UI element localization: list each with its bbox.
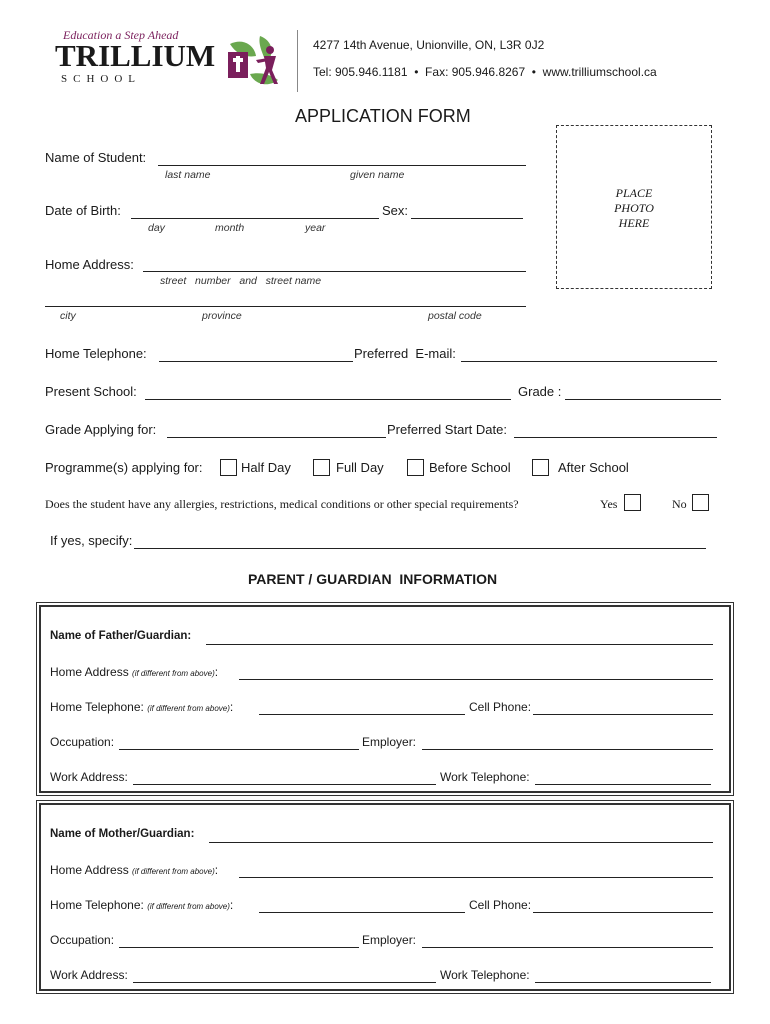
street-hint: street number and street name: [160, 275, 322, 287]
logo-subtitle: SCHOOL: [61, 73, 142, 85]
parent-section-title: PARENT / GUARDIAN INFORMATION: [248, 571, 498, 587]
father-name-input[interactable]: [206, 644, 713, 645]
mother-work-phone-label: Work Telephone:: [440, 968, 530, 982]
school-contact: Tel: 905.946.1181 • Fax: 905.946.8267 • www.trilliumschool.ca: [313, 65, 657, 79]
start-date-input[interactable]: [514, 437, 717, 438]
home-address-input[interactable]: [143, 271, 526, 272]
dob-label: Date of Birth:: [45, 203, 121, 218]
student-name-input[interactable]: [158, 165, 526, 166]
photo-placeholder-text: PLACE PHOTO HERE: [614, 186, 654, 230]
father-employer-label: Employer:: [362, 735, 417, 749]
logo-wordmark: TRILLIUM: [55, 38, 216, 73]
mother-name-label: Name of Mother/Guardian:: [50, 828, 195, 840]
half-day-label: Half Day: [241, 460, 291, 475]
postal-code-hint: postal code: [428, 310, 482, 322]
school-address: 4277 14th Avenue, Unionville, ON, L3R 0J2: [313, 38, 545, 52]
grade-label: Grade :: [518, 384, 562, 399]
if-different-note: (if different from above): [132, 867, 215, 876]
mother-work-address-input[interactable]: [133, 982, 436, 983]
father-work-address-label: Work Address:: [50, 770, 128, 784]
father-home-address-label: Home Address (if different from above):: [50, 665, 219, 679]
father-guardian-box: [39, 605, 731, 793]
last-name-hint: last name: [165, 169, 211, 181]
photo-placeholder[interactable]: [556, 125, 712, 289]
father-home-phone-input[interactable]: [259, 714, 465, 715]
mother-occupation-input[interactable]: [119, 947, 359, 948]
mother-employer-input[interactable]: [422, 947, 713, 948]
mother-work-address-label: Work Address:: [50, 968, 128, 982]
father-home-phone-label: Home Telephone: (if different from above):: [50, 700, 234, 714]
present-school-label: Present School:: [45, 384, 137, 399]
home-address-text: Home Address: [50, 863, 129, 877]
programme-label: Programme(s) applying for:: [45, 460, 203, 475]
home-telephone-label: Home Telephone:: [45, 346, 147, 361]
father-home-address-input[interactable]: [239, 679, 713, 680]
grade-input[interactable]: [565, 399, 721, 400]
father-cell-input[interactable]: [533, 714, 713, 715]
allergy-no-label: No: [672, 497, 687, 511]
before-school-label: Before School: [429, 460, 511, 475]
mother-home-address-input[interactable]: [239, 877, 713, 878]
mother-guardian-box: [39, 803, 731, 991]
allergy-question: Does the student have any allergies, restrictions, medical conditions or other special requirements?: [45, 497, 519, 511]
home-telephone-text: Home Telephone:: [50, 898, 144, 912]
father-work-address-input[interactable]: [133, 784, 436, 785]
home-telephone-text: Home Telephone:: [50, 700, 144, 714]
before-school-checkbox[interactable]: [407, 459, 424, 476]
email-input[interactable]: [461, 361, 717, 362]
mother-cell-label: Cell Phone:: [469, 898, 532, 912]
sex-label: Sex:: [382, 203, 409, 218]
present-school-input[interactable]: [145, 399, 511, 400]
city-hint: city: [60, 310, 76, 322]
home-address-text: Home Address: [50, 665, 129, 679]
mother-occupation-label: Occupation:: [50, 933, 115, 947]
father-name-label: Name of Father/Guardian:: [50, 630, 192, 642]
father-employer-input[interactable]: [422, 749, 713, 750]
start-date-label: Preferred Start Date:: [387, 422, 507, 437]
trillium-flower-icon: [220, 30, 288, 90]
specify-label: If yes, specify:: [50, 533, 133, 548]
if-different-note: (if different from above): [147, 902, 230, 911]
allergy-yes-checkbox[interactable]: [624, 494, 641, 511]
allergy-yes-label: Yes: [600, 497, 618, 511]
logo-tagline: Education a Step Ahead: [63, 28, 179, 42]
if-different-note: (if different from above): [132, 669, 215, 678]
mother-employer-label: Employer:: [362, 933, 417, 947]
mother-name-input[interactable]: [209, 842, 713, 843]
if-different-note: (if different from above): [147, 704, 230, 713]
father-work-phone-input[interactable]: [535, 784, 711, 785]
mother-home-phone-input[interactable]: [259, 912, 465, 913]
dob-day-hint: day: [148, 222, 165, 234]
form-title: APPLICATION FORM: [295, 106, 471, 126]
father-cell-label: Cell Phone:: [469, 700, 532, 714]
mother-home-phone-label: Home Telephone: (if different from above):: [50, 898, 234, 912]
email-label: Preferred E-mail:: [354, 346, 456, 361]
full-day-label: Full Day: [336, 460, 384, 475]
dob-month-hint: month: [215, 222, 245, 234]
city-province-postal-input[interactable]: [45, 306, 526, 307]
given-name-hint: given name: [350, 169, 405, 181]
half-day-checkbox[interactable]: [220, 459, 237, 476]
father-work-phone-label: Work Telephone:: [440, 770, 530, 784]
grade-applying-input[interactable]: [167, 437, 386, 438]
sex-input[interactable]: [411, 218, 523, 219]
after-school-label: After School: [558, 460, 629, 475]
mother-work-phone-input[interactable]: [535, 982, 711, 983]
specify-input[interactable]: [134, 548, 706, 549]
mother-cell-input[interactable]: [533, 912, 713, 913]
allergy-no-checkbox[interactable]: [692, 494, 709, 511]
mother-home-address-label: Home Address (if different from above):: [50, 863, 219, 877]
full-day-checkbox[interactable]: [313, 459, 330, 476]
father-occupation-label: Occupation:: [50, 735, 115, 749]
father-occupation-input[interactable]: [119, 749, 359, 750]
province-hint: province: [202, 310, 242, 322]
home-address-label: Home Address:: [45, 257, 134, 272]
dob-input[interactable]: [131, 218, 379, 219]
home-telephone-input[interactable]: [159, 361, 353, 362]
header-divider: [297, 30, 298, 92]
dob-year-hint: year: [305, 222, 326, 234]
school-logo: [55, 28, 290, 98]
student-name-label: Name of Student:: [45, 150, 147, 165]
after-school-checkbox[interactable]: [532, 459, 549, 476]
grade-applying-label: Grade Applying for:: [45, 422, 157, 437]
